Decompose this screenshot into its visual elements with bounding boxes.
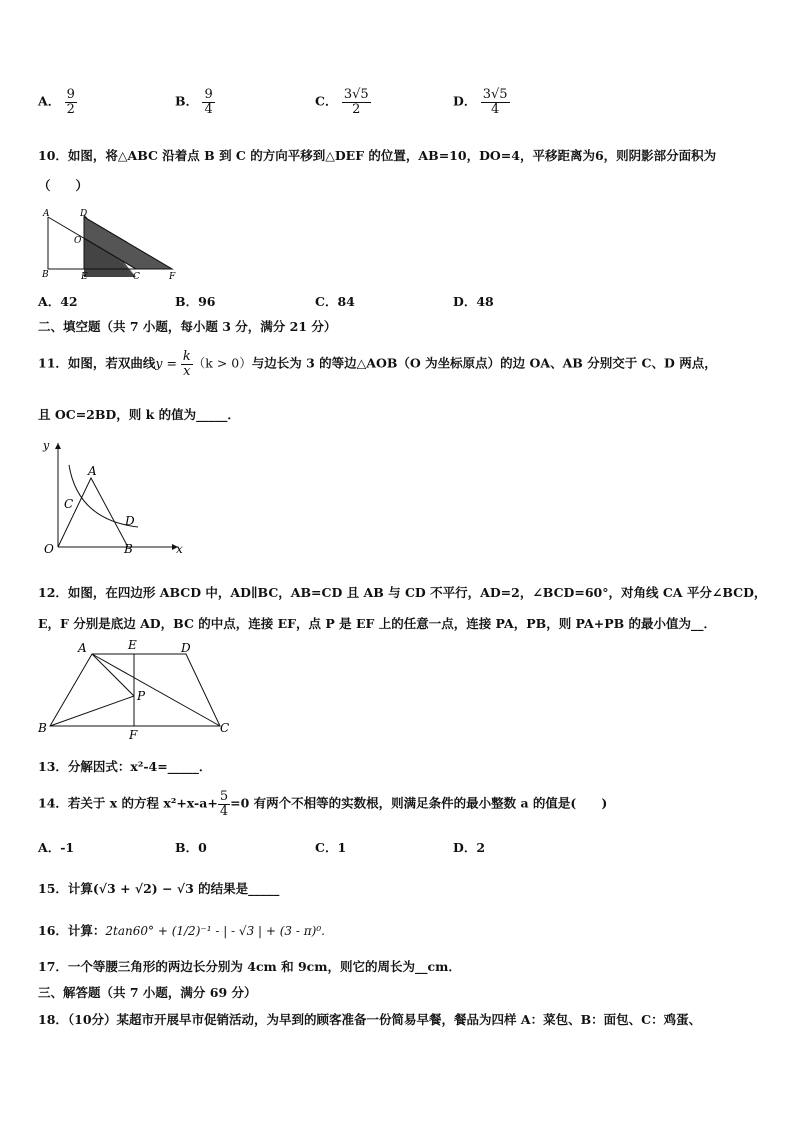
triangle-aob — [58, 478, 128, 547]
q11-line1 — [38, 350, 717, 378]
denominator: 2 — [66, 101, 75, 117]
q10-option-b: B．96 — [175, 294, 216, 309]
denominator: 4 — [204, 101, 213, 117]
label-o: O — [44, 542, 54, 556]
fraction — [65, 88, 77, 116]
q10-option-d: D．48 — [453, 294, 494, 309]
q10-figure — [38, 207, 188, 282]
option-letter: D． — [453, 93, 477, 109]
section-two-heading: 二、填空题（共 7 小题，每小题 3 分，满分 21 分） — [38, 319, 337, 334]
option-letter: B． — [175, 93, 199, 109]
numerator: 5 — [219, 789, 229, 804]
q12-line2: E，F 分别是底边 AD，BC 的中点，连接 EF，点 P 是 EF 上的任意一点，连接 PA，PB，则 PA+PB 的最小值为__． — [38, 616, 717, 631]
y-equals: y = — [155, 355, 181, 371]
q13-text: 13．分解因式：x²-4=_____． — [38, 759, 212, 774]
q11-prefix: 11．如图，若双曲线 — [38, 355, 156, 371]
label-d: D — [125, 514, 135, 528]
denominator-x: x — [183, 363, 191, 379]
section-three-heading: 三、解答题（共 7 小题，满分 69 分） — [38, 985, 257, 1000]
label-p: P — [137, 689, 146, 703]
label-f: F — [129, 728, 138, 742]
q11-line2: 且 OC=2BD，则 k 的值为_____． — [38, 407, 240, 422]
q11-figure — [38, 435, 198, 557]
q10-option-c: C．84 — [315, 294, 355, 309]
fraction — [202, 88, 214, 116]
q14-before: 14．若关于 x 的方程 x²+x-a+ — [38, 795, 218, 811]
q14-option-b: B．0 — [175, 840, 207, 855]
q11-rest: 与边长为 3 的等边△AOB（O 为坐标原点）的边 OA、AB 分别交于 C、D 两点， — [251, 355, 717, 371]
q14-text — [38, 790, 607, 818]
q14-after: =0 有两个不相等的实数根，则满足条件的最小整数 a 的值是( ) — [230, 795, 608, 811]
label-c: C — [133, 272, 140, 282]
fraction — [481, 88, 510, 116]
trapezoid-abcd — [50, 654, 220, 726]
label-o: O — [74, 236, 82, 246]
segment-pb — [50, 696, 134, 726]
q9-option-d — [453, 88, 510, 116]
label-b: B — [38, 721, 47, 735]
label-e: E — [81, 272, 88, 282]
q9-option-a — [38, 88, 77, 116]
q12-line1: 12．如图，在四边形 ABCD 中，AD∥BC，AB=CD 且 AB 与 CD 不平行，AD=2，∠BCD=60°，对角线 CA 平分∠BCD， — [38, 585, 767, 600]
label-e: E — [128, 638, 137, 652]
label-c: C — [220, 721, 230, 735]
label-b: B — [42, 270, 49, 280]
label-y: y — [43, 439, 50, 452]
denominator: 2 — [352, 101, 361, 117]
label-c: C — [64, 497, 74, 511]
q12-figure — [38, 638, 233, 742]
option-letter: A． — [38, 93, 61, 109]
q10-blank: （ ） — [38, 178, 89, 193]
k-condition: （k > 0） — [192, 355, 252, 371]
q16-expression: 2tan60° + (1/2)⁻¹ - | - √3 | + (3 - π)⁰. — [105, 924, 325, 938]
q14-option-a: A．-1 — [38, 840, 75, 855]
label-d: D — [80, 209, 88, 219]
q17-text: 17．一个等腰三角形的两边长分别为 4cm 和 9cm，则它的周长为__cm． — [38, 959, 461, 974]
diagonal-ac — [92, 654, 220, 726]
k-over-x — [181, 350, 193, 378]
numerator: 9 — [204, 87, 213, 102]
label-a: A — [43, 209, 50, 219]
q9-option-c — [315, 88, 371, 116]
q15-text: 15．计算(√3 + √2) − √3 的结果是_____ — [38, 881, 280, 896]
q18-text: 18．（10分）某超市开展早市促销活动，为早到的顾客准备一份简易早餐，餐品为四样 A：菜包、B：面包、C：鸡蛋、 — [38, 1012, 702, 1027]
q9-option-b — [175, 88, 215, 116]
label-b: B — [124, 542, 133, 556]
denominator: 4 — [219, 803, 229, 819]
fraction — [342, 88, 371, 116]
label-x: x — [176, 542, 183, 556]
q16-text — [38, 921, 325, 939]
denominator: 4 — [490, 101, 500, 117]
q14-option-c: C．1 — [315, 840, 347, 855]
q16-prefix: 16．计算： — [38, 923, 106, 938]
numerator: 9 — [66, 87, 75, 102]
option-letter: C． — [315, 93, 338, 109]
q10-text: 10．如图，将△ABC 沿着点 B 到 C 的方向平移到△DEF 的位置，AB=10，DO=4，平移距离为6，则阴影部分面积为 — [38, 148, 717, 163]
numerator-k: k — [182, 349, 191, 364]
label-a: A — [88, 464, 97, 478]
fraction — [218, 790, 230, 818]
label-f: F — [169, 272, 176, 282]
label-a: A — [78, 641, 87, 655]
segment-pa — [92, 654, 134, 696]
numerator: 3√5 — [482, 87, 508, 102]
q10-option-a: A．42 — [38, 294, 78, 309]
label-d: D — [181, 641, 191, 655]
numerator: 3√5 — [343, 87, 369, 102]
y-axis-arrow — [55, 443, 61, 449]
q14-option-d: D．2 — [453, 840, 486, 855]
